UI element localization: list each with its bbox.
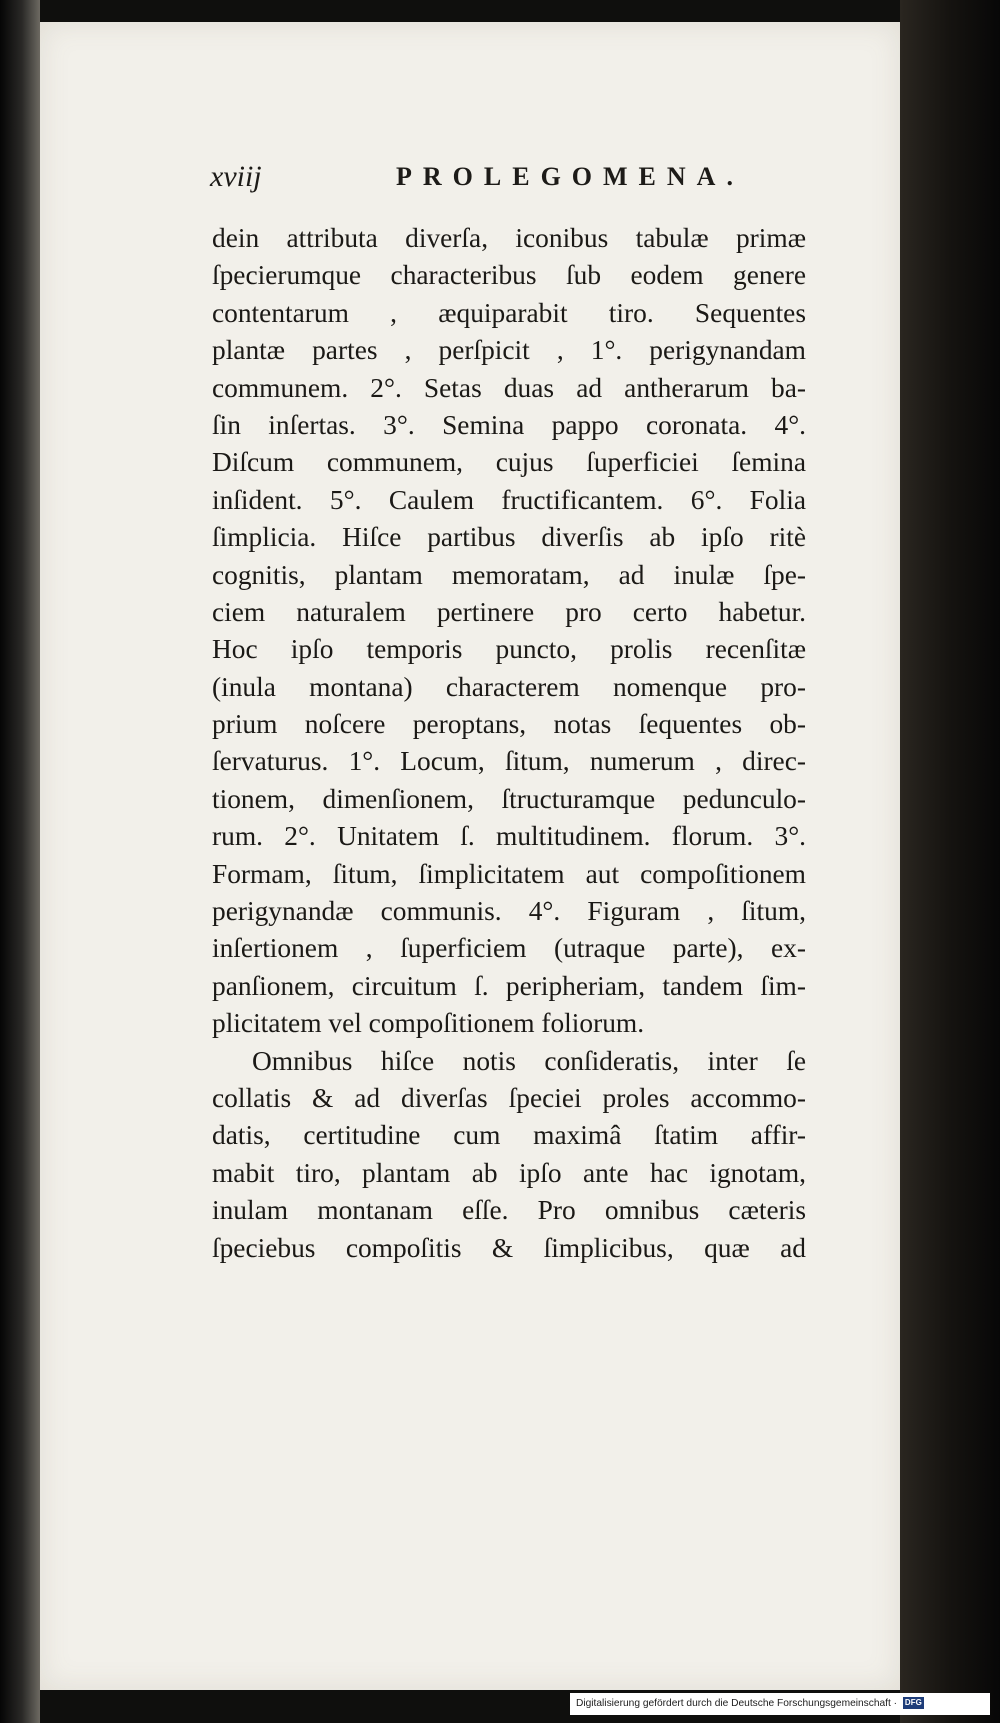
text-line: dein attributa diverſa, iconibus tabulæ primæ <box>212 223 806 253</box>
text-line: prium noſcere peroptans, notas ſequentes ob- <box>212 709 806 740</box>
text-line: inſident. 5°. Caulem fructificantem. 6°. Folia <box>212 484 806 515</box>
text-line: Hoc ipſo temporis puncto, prolis recenſitæ <box>212 634 806 665</box>
text-line: Formam, ſitum, ſimplicitatem aut compoſitionem <box>212 858 806 889</box>
text-line: perigynandæ communis. 4°. Figuram , ſitum, <box>212 896 806 927</box>
text-line: contentarum , æquiparabit tiro. Sequentes <box>212 297 806 328</box>
text-line: tionem, dimenſionem, ſtructuramque pedunculo- <box>212 783 806 814</box>
text-line: Omnibus hiſce notis conſideratis, inter ſe <box>252 1045 806 1076</box>
text-line: Diſcum communem, cujus ſuperficiei ſemina <box>212 447 806 478</box>
text-line: datis, certitudine cum maximâ ſtatim affir- <box>212 1120 806 1151</box>
text-line: plicitatem vel compoſitionem foliorum. <box>212 1008 645 1039</box>
text-line: cognitis, plantam memoratam, ad inulæ ſpe- <box>212 559 806 590</box>
text-line: panſionem, circuitum ſ. peripheriam, tandem ſim- <box>212 970 806 1001</box>
scan-background-edge <box>900 0 1000 1723</box>
text-line: ciem naturalem pertinere pro certo habetur. <box>212 596 806 627</box>
text-line: ſpecierumque characteribus ſub eodem genere <box>212 260 806 291</box>
running-title: PROLEGOMENA. <box>396 162 744 191</box>
text-line: inulam montanam eſſe. Pro omnibus cæteris <box>212 1195 806 1226</box>
page-number: xviij <box>210 160 262 193</box>
text-line: mabit tiro, plantam ab ipſo ante hac ignotam, <box>212 1157 806 1188</box>
text-line: rum. 2°. Unitatem ſ. multitudinem. florum. 3°. <box>212 821 806 852</box>
text-line: plantæ partes , perſpicit , 1°. perigynandam <box>212 335 806 366</box>
text-line: collatis & ad diverſas ſpeciei proles accommo- <box>212 1082 806 1113</box>
credit-text: Digitalisierung gefördert durch die Deutsche Forschungsgemeinschaft · <box>576 1698 898 1709</box>
page-header <box>210 160 770 200</box>
text-line: communem. 2°. Setas duas ad antherarum ba- <box>212 372 806 403</box>
text-line: (inula montana) characterem nomenque pro- <box>212 671 806 702</box>
text-line: ſin inſertas. 3°. Semina pappo coronata. 4°. <box>212 409 806 440</box>
text-line: ſimplicia. Hiſce partibus diverſis ab ipſo ritè <box>212 522 806 553</box>
text-line: inſertionem , ſuperficiem (utraque parte), ex- <box>212 933 806 964</box>
digitization-credit <box>570 1693 990 1715</box>
text-line: ſervaturus. 1°. Locum, ſitum, numerum , direc- <box>212 746 806 777</box>
dfg-logo: DFG <box>904 1698 922 1708</box>
text-line: ſpeciebus compoſitis & ſimplicibus, quæ ad <box>212 1232 806 1263</box>
book-spine-shadow <box>0 0 40 1723</box>
body-text <box>212 220 806 1267</box>
